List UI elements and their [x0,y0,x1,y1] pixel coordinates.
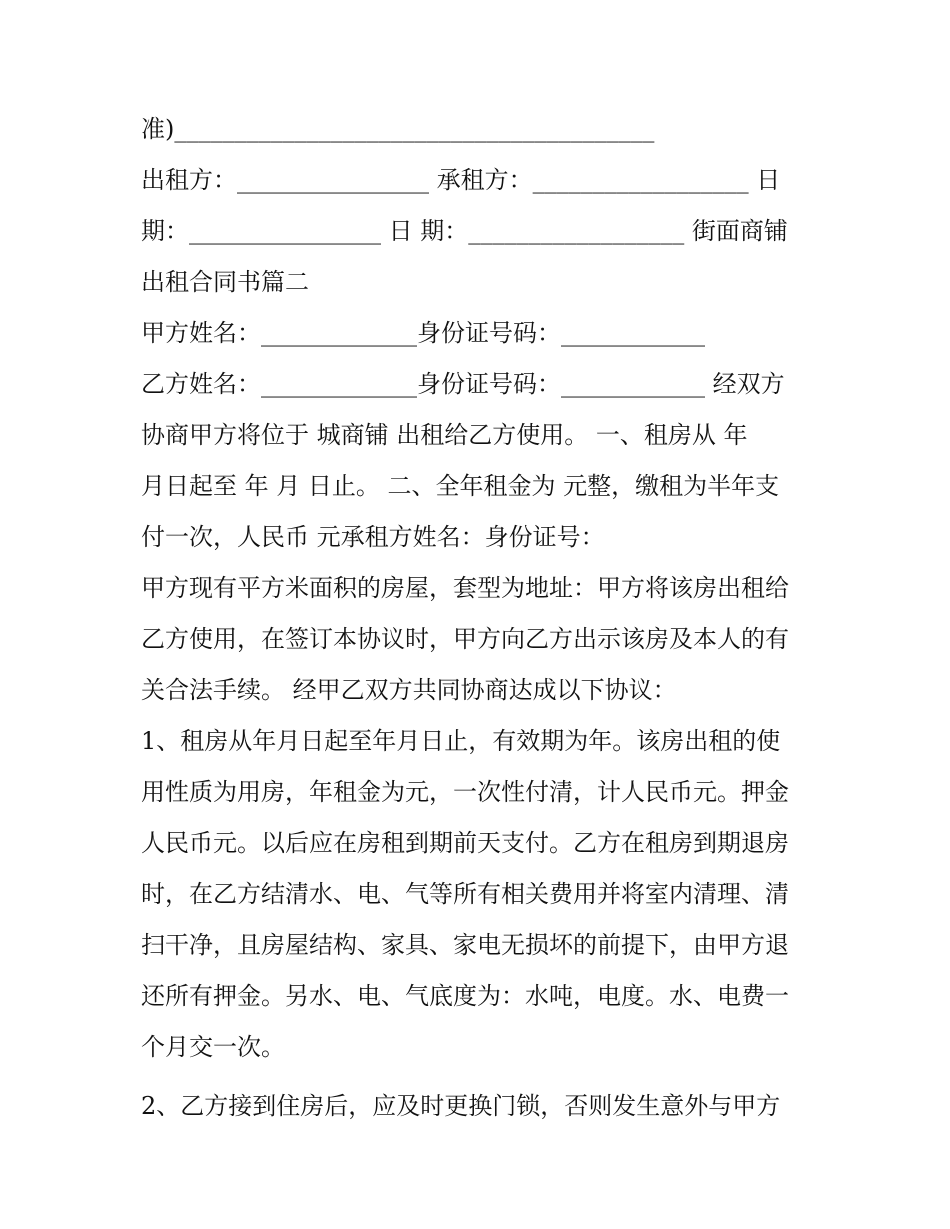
section-heading: 出租合同书篇二 [141,268,309,296]
clause-1-line-4: 时，在乙方结清水、电、气等所有相关费用并将室内清理、清 [141,880,789,908]
clause-2-line-1: 2、乙方接到住房后，应及时更换门锁，否则发生意外与甲方 [141,1092,781,1120]
text-line-2: 出租方：________________ 承租方：__________________ 日 [141,166,781,194]
text-line-12: 关合法手续。 经甲乙双方共同协商达成以下协议： [141,676,677,704]
clause-1-line-5: 扫干净，且房屋结构、家具、家电无损坏的前提下，由甲方退 [141,931,789,959]
text-line-9: 付一次，人民币 元承租方姓名：身份证号： [141,523,605,551]
text-line-7: 协商甲方将位于 城商铺 出租给乙方使用。 一、租房从 年 [141,421,748,449]
clause-1-line-7: 个月交一次。 [141,1033,285,1061]
text-line-8: 月日起至 年 月 日止。 二、全年租金为 元整，缴租为半年支 [141,472,780,500]
contract-page [141,104,821,1132]
text-line-10: 甲方现有平方米面积的房屋，套型为地址：甲方将该房出租给 [141,574,789,602]
text-line-6: 乙方姓名：_____________身份证号码：____________ 经双方 [141,370,785,398]
clause-1-line-2: 用性质为用房，年租金为元，一次性付清，计人民币元。押金 [141,778,789,806]
text-line-3: 期：________________ 日 期：__________________ 街面商铺 [141,217,788,245]
clause-1-line-3: 人民币元。以后应在房租到期前天支付。乙方在租房到期退房 [141,829,789,857]
clause-1-line-1: 1、租房从年月日起至年月日止，有效期为年。该房出租的使 [141,727,781,755]
text-line-1: 准)________________________________________ [141,115,655,143]
text-line-11: 乙方使用，在签订本协议时，甲方向乙方出示该房及本人的有 [141,625,789,653]
text-line-5: 甲方姓名：_____________身份证号码：____________ [141,319,705,347]
clause-1-line-6: 还所有押金。另水、电、气底度为：水吨，电度。水、电费一 [141,982,789,1010]
